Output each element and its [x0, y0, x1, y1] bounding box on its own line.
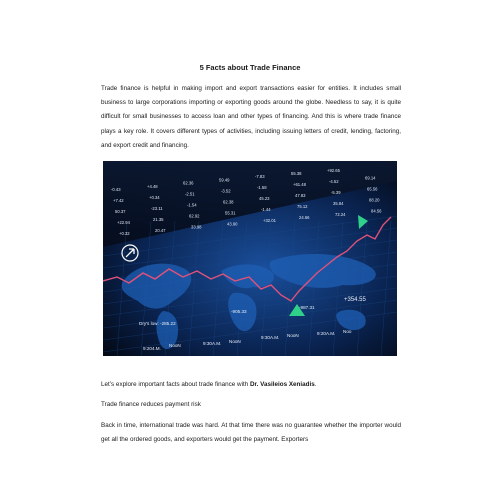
- ticker-value: +0.34: [149, 194, 160, 200]
- ticker-value: +0.32: [119, 231, 130, 236]
- ticker-value: -23.11: [151, 205, 163, 211]
- ticker-value: -1.54: [187, 202, 197, 208]
- time-label: NooN: [229, 339, 241, 344]
- ticker-value: +22.94: [117, 220, 130, 225]
- time-label: 9:30A.M.: [203, 341, 222, 346]
- ticker-value: 62.38: [223, 199, 234, 205]
- ticker-value: 65.56: [367, 186, 378, 192]
- chart-annotation: Dry's low: -285.22: [139, 321, 176, 326]
- ticker-value: -4.52: [329, 178, 339, 184]
- document-title: 5 Facts about Trade Finance: [199, 63, 301, 72]
- time-label: 9:20A.M.: [317, 331, 336, 336]
- ticker-value: 33.98: [191, 224, 202, 230]
- section-subheading: Trade finance reduces payment risk: [101, 401, 201, 408]
- explore-prefix: Let’s explore important facts about trade finance with: [101, 381, 250, 388]
- ticker-value: 55.38: [291, 171, 302, 176]
- ticker-value: 21.35: [153, 216, 164, 222]
- trade-finance-image: [103, 161, 397, 356]
- time-label: NooN: [169, 343, 181, 348]
- time-label: 9:30A.M.: [261, 335, 280, 340]
- chart-annotation: +354.55: [344, 297, 366, 303]
- ticker-value: 72.24: [335, 211, 346, 217]
- ticker-value: -5.39: [331, 189, 341, 195]
- intro-paragraph: Trade finance is helpful in making import and export transactions easier for entities. It includes small business to large corporations importing or exporting goods around the globe. Needless to say, it is quite difficult for small businesses to access loan and other types of financing. And this is where trade finance plays a key role. It covers different types of activities, including issuing letters of credit, lending, factoring, and export credit and financing.: [101, 85, 401, 149]
- time-label: Noo: [343, 329, 352, 334]
- explore-sentence: [101, 381, 317, 388]
- ticker-value: +61.48: [293, 182, 306, 187]
- ticker-value: 50.37: [115, 209, 126, 214]
- ticker-value: +4.48: [147, 183, 158, 189]
- ticker-value: +7.42: [113, 198, 124, 203]
- ticker-value: 43.90: [227, 221, 238, 227]
- ticker-value: 88.20: [369, 197, 380, 203]
- stock-market-world-map-graphic: [103, 161, 397, 356]
- ticker-value: +32.01: [263, 218, 276, 224]
- ticker-value: 20.47: [155, 227, 166, 233]
- ticker-value: 75.12: [297, 204, 308, 209]
- ticker-value: 84.56: [371, 208, 382, 214]
- chart-annotation: -905.33: [231, 309, 247, 314]
- chart-annotation: -987.31: [299, 305, 315, 310]
- history-paragraph: Back in time, international trade was hard. At that time there was no guarantee whether the importer would get all the ordered goods, and exporters would get the payment. Exporters: [101, 422, 401, 444]
- ticker-value: -2.51: [185, 191, 195, 197]
- ticker-value: 55.31: [225, 210, 236, 216]
- ticker-value: 47.83: [295, 193, 306, 198]
- ticker-value: -0.43: [111, 187, 121, 192]
- time-label: NooN: [287, 333, 299, 338]
- author-name: Dr. Vasileios Xeniadis: [250, 381, 315, 388]
- ticker-value: -1.58: [257, 185, 267, 191]
- ticker-value: 62.92: [189, 213, 200, 219]
- ticker-value: 69.14: [365, 175, 376, 181]
- ticker-value: 35.84: [333, 200, 344, 206]
- ticker-value: 62.36: [183, 180, 194, 186]
- ticker-value: -1.44: [261, 207, 271, 213]
- time-label: 9:204.M.: [143, 346, 161, 351]
- ticker-value: -7.83: [255, 174, 265, 180]
- ticker-value: +92.65: [327, 167, 340, 173]
- ticker-value: 24.66: [299, 215, 310, 220]
- ticker-value: -3.52: [221, 188, 231, 194]
- ticker-value: 45.23: [259, 196, 270, 202]
- explore-suffix: .: [314, 381, 317, 388]
- ticker-value: 59.49: [219, 177, 230, 183]
